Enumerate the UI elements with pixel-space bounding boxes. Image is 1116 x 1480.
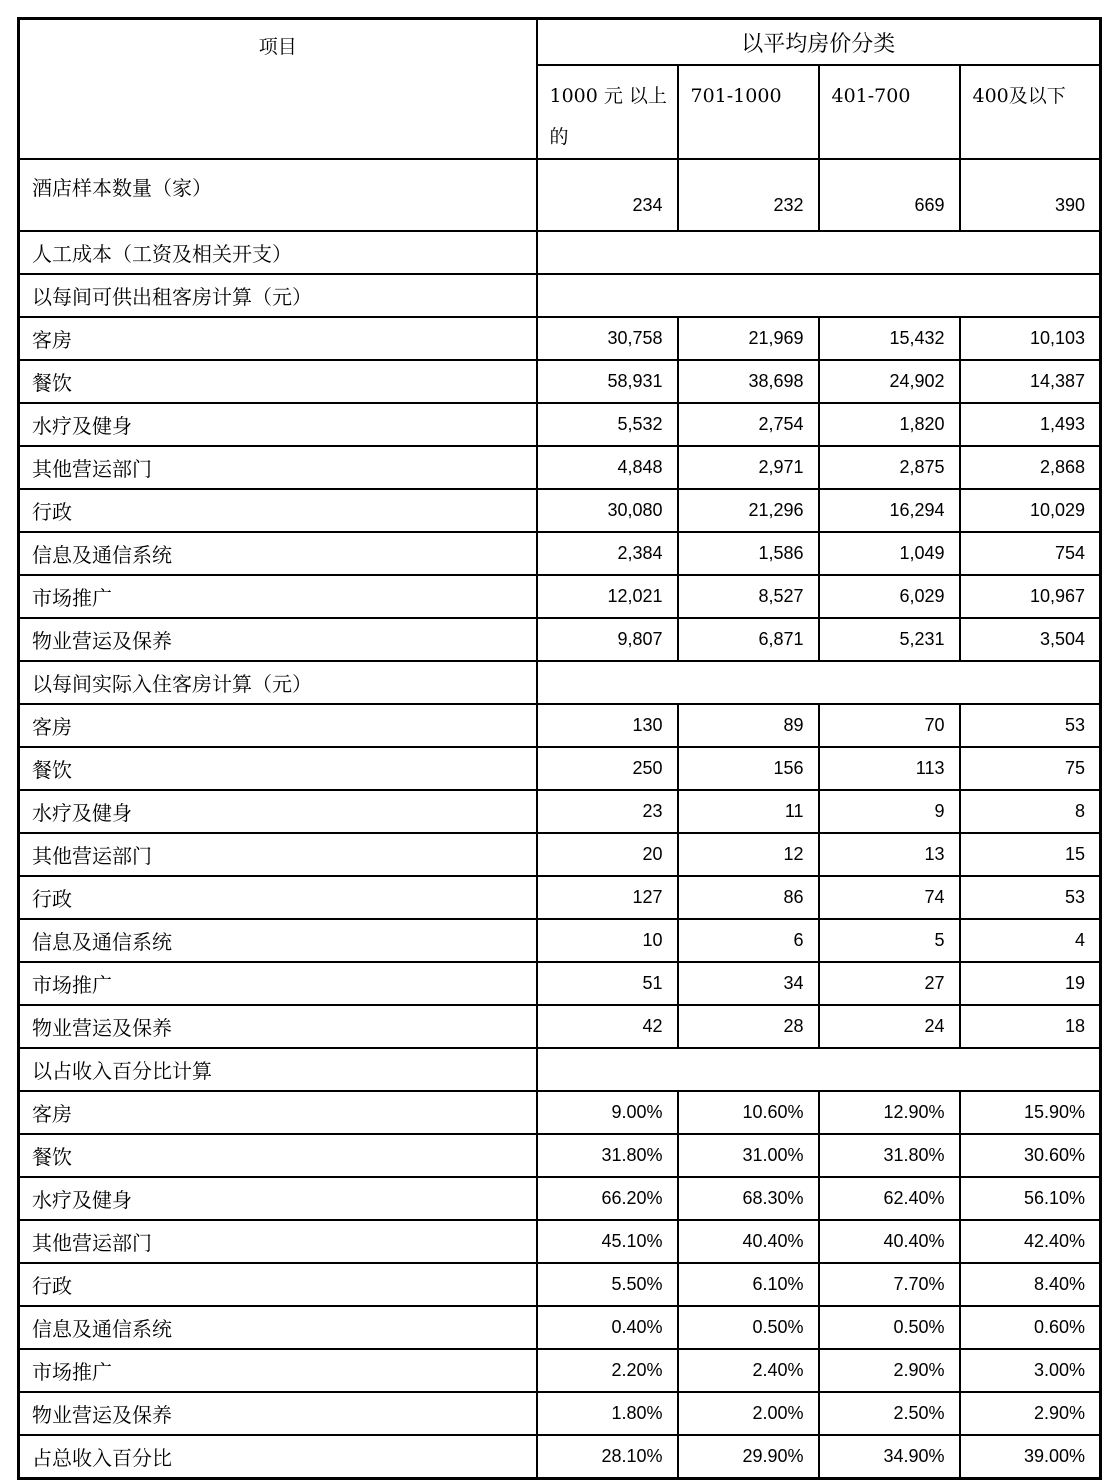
group-title: 以每间可供出租客房计算（元）	[19, 274, 537, 317]
table-row	[19, 833, 1101, 876]
cell-value: 40.40%	[678, 1220, 819, 1263]
cell-value: 53	[960, 704, 1101, 747]
cell-value: 6,871	[678, 618, 819, 661]
group-title: 以每间实际入住客房计算（元）	[19, 661, 537, 704]
cell-value: 29.90%	[678, 1435, 819, 1479]
group-title: 以占收入百分比计算	[19, 1048, 537, 1091]
cell-value: 2,971	[678, 446, 819, 489]
section-title-row	[19, 231, 1101, 274]
cell-value: 31.80%	[537, 1134, 678, 1177]
cell-value: 23	[537, 790, 678, 833]
row-label: 水疗及健身	[19, 403, 537, 446]
row-label: 信息及通信系统	[19, 1306, 537, 1349]
group-title-row	[19, 661, 1101, 704]
cell-value: 10,029	[960, 489, 1101, 532]
cell-value: 19	[960, 962, 1101, 1005]
row-label: 占总收入百分比	[19, 1435, 537, 1479]
column-header-400-below: 400及以下	[960, 65, 1101, 159]
row-label: 物业营运及保养	[19, 1392, 537, 1435]
table-row	[19, 790, 1101, 833]
table-row	[19, 876, 1101, 919]
cell-value: 11	[678, 790, 819, 833]
column-header-1000-plus: 1000 元 以上的	[537, 65, 678, 159]
cell-value: 21,969	[678, 317, 819, 360]
price-group-header: 以平均房价分类	[537, 19, 1101, 66]
row-label: 客房	[19, 704, 537, 747]
cell-value: 4	[960, 919, 1101, 962]
row-label: 水疗及健身	[19, 790, 537, 833]
cell-value: 2.20%	[537, 1349, 678, 1392]
cell-value: 2,868	[960, 446, 1101, 489]
cell-value: 5	[819, 919, 960, 962]
cell-value: 156	[678, 747, 819, 790]
cell-value: 34	[678, 962, 819, 1005]
table-row	[19, 1005, 1101, 1048]
cell-value: 12,021	[537, 575, 678, 618]
cell-value: 12.90%	[819, 1091, 960, 1134]
item-column-header: 项目	[19, 19, 537, 160]
cell-value: 42	[537, 1005, 678, 1048]
cell-value: 234	[537, 159, 678, 231]
cell-value: 14,387	[960, 360, 1101, 403]
table-row	[19, 446, 1101, 489]
table-row	[19, 1091, 1101, 1134]
table-row	[19, 532, 1101, 575]
cell-value: 42.40%	[960, 1220, 1101, 1263]
cell-value: 10,103	[960, 317, 1101, 360]
cell-value: 58,931	[537, 360, 678, 403]
cell-value: 1,586	[678, 532, 819, 575]
cell-value: 15.90%	[960, 1091, 1101, 1134]
cell-value: 56.10%	[960, 1177, 1101, 1220]
table-row	[19, 962, 1101, 1005]
table-row	[19, 1306, 1101, 1349]
table-row	[19, 704, 1101, 747]
cell-value: 27	[819, 962, 960, 1005]
row-label: 市场推广	[19, 962, 537, 1005]
cell-value: 0.50%	[819, 1306, 960, 1349]
cell-value: 232	[678, 159, 819, 231]
column-header-701-1000: 701-1000	[678, 65, 819, 159]
cell-value: 5.50%	[537, 1263, 678, 1306]
cell-value: 250	[537, 747, 678, 790]
sample-count-row	[19, 159, 1101, 231]
row-label: 客房	[19, 317, 537, 360]
row-label: 市场推广	[19, 1349, 537, 1392]
cell-value: 1,049	[819, 532, 960, 575]
table-row	[19, 919, 1101, 962]
cell-value: 40.40%	[819, 1220, 960, 1263]
cell-value: 30,080	[537, 489, 678, 532]
row-label: 物业营运及保养	[19, 618, 537, 661]
cell-value: 21,296	[678, 489, 819, 532]
cell-value: 6,029	[819, 575, 960, 618]
row-label: 餐饮	[19, 1134, 537, 1177]
cell-value: 6	[678, 919, 819, 962]
table-row	[19, 489, 1101, 532]
cell-value: 2.90%	[819, 1349, 960, 1392]
cell-value: 2,875	[819, 446, 960, 489]
cell-value: 39.00%	[960, 1435, 1101, 1479]
row-label: 酒店样本数量（家）	[19, 159, 537, 231]
cell-value: 0.50%	[678, 1306, 819, 1349]
cell-value: 15	[960, 833, 1101, 876]
cell-value: 5,532	[537, 403, 678, 446]
cell-value: 89	[678, 704, 819, 747]
cell-value: 12	[678, 833, 819, 876]
cell-value: 13	[819, 833, 960, 876]
empty-cell	[537, 274, 1101, 317]
row-label: 行政	[19, 1263, 537, 1306]
cell-value: 2,384	[537, 532, 678, 575]
row-label: 信息及通信系统	[19, 532, 537, 575]
table-row	[19, 1349, 1101, 1392]
cell-value: 0.40%	[537, 1306, 678, 1349]
cell-value: 2.40%	[678, 1349, 819, 1392]
cell-value: 2.90%	[960, 1392, 1101, 1435]
cell-value: 75	[960, 747, 1101, 790]
table-row	[19, 1220, 1101, 1263]
cell-value: 31.00%	[678, 1134, 819, 1177]
row-label: 其他营运部门	[19, 1220, 537, 1263]
cell-value: 28.10%	[537, 1435, 678, 1479]
table-row	[19, 317, 1101, 360]
row-label: 行政	[19, 876, 537, 919]
cell-value: 754	[960, 532, 1101, 575]
cell-value: 4,848	[537, 446, 678, 489]
cell-value: 24	[819, 1005, 960, 1048]
row-label: 餐饮	[19, 360, 537, 403]
row-label: 水疗及健身	[19, 1177, 537, 1220]
cell-value: 669	[819, 159, 960, 231]
cell-value: 45.10%	[537, 1220, 678, 1263]
cell-value: 16,294	[819, 489, 960, 532]
cell-value: 74	[819, 876, 960, 919]
empty-cell	[537, 661, 1101, 704]
empty-cell	[537, 1048, 1101, 1091]
row-label: 客房	[19, 1091, 537, 1134]
table-row	[19, 747, 1101, 790]
cell-value: 20	[537, 833, 678, 876]
row-label: 其他营运部门	[19, 446, 537, 489]
table-row	[19, 1392, 1101, 1435]
cell-value: 130	[537, 704, 678, 747]
table-row	[19, 575, 1101, 618]
cell-value: 2.00%	[678, 1392, 819, 1435]
cell-value: 8,527	[678, 575, 819, 618]
cell-value: 10	[537, 919, 678, 962]
row-label: 其他营运部门	[19, 833, 537, 876]
section-title: 人工成本（工资及相关开支）	[19, 231, 537, 274]
cell-value: 30.60%	[960, 1134, 1101, 1177]
cell-value: 2.50%	[819, 1392, 960, 1435]
group-title-row	[19, 1048, 1101, 1091]
cell-value: 66.20%	[537, 1177, 678, 1220]
cell-value: 2,754	[678, 403, 819, 446]
table-row	[19, 360, 1101, 403]
row-label: 物业营运及保养	[19, 1005, 537, 1048]
table-row	[19, 403, 1101, 446]
cell-value: 51	[537, 962, 678, 1005]
cell-value: 34.90%	[819, 1435, 960, 1479]
cell-value: 3,504	[960, 618, 1101, 661]
cell-value: 53	[960, 876, 1101, 919]
cell-value: 5,231	[819, 618, 960, 661]
cell-value: 10.60%	[678, 1091, 819, 1134]
cell-value: 0.60%	[960, 1306, 1101, 1349]
row-label: 餐饮	[19, 747, 537, 790]
cell-value: 113	[819, 747, 960, 790]
table-row	[19, 1263, 1101, 1306]
cell-value: 6.10%	[678, 1263, 819, 1306]
cell-value: 18	[960, 1005, 1101, 1048]
cell-value: 62.40%	[819, 1177, 960, 1220]
cell-value: 9.00%	[537, 1091, 678, 1134]
cell-value: 7.70%	[819, 1263, 960, 1306]
cell-value: 31.80%	[819, 1134, 960, 1177]
row-label: 信息及通信系统	[19, 919, 537, 962]
table-row	[19, 1177, 1101, 1220]
cell-value: 9	[819, 790, 960, 833]
row-label: 市场推广	[19, 575, 537, 618]
cell-value: 1.80%	[537, 1392, 678, 1435]
table-row	[19, 1134, 1101, 1177]
cell-value: 9,807	[537, 618, 678, 661]
cell-value: 30,758	[537, 317, 678, 360]
cell-value: 1,493	[960, 403, 1101, 446]
cell-value: 127	[537, 876, 678, 919]
empty-cell	[537, 231, 1101, 274]
cell-value: 15,432	[819, 317, 960, 360]
labor-cost-table	[17, 17, 1102, 1480]
cell-value: 24,902	[819, 360, 960, 403]
cell-value: 1,820	[819, 403, 960, 446]
cell-value: 10,967	[960, 575, 1101, 618]
row-label: 行政	[19, 489, 537, 532]
cell-value: 38,698	[678, 360, 819, 403]
column-header-401-700: 401-700	[819, 65, 960, 159]
cell-value: 390	[960, 159, 1101, 231]
header-row	[19, 19, 1101, 66]
cell-value: 86	[678, 876, 819, 919]
cell-value: 68.30%	[678, 1177, 819, 1220]
cell-value: 3.00%	[960, 1349, 1101, 1392]
cell-value: 70	[819, 704, 960, 747]
table-row	[19, 618, 1101, 661]
cell-value: 8	[960, 790, 1101, 833]
cell-value: 28	[678, 1005, 819, 1048]
table-row	[19, 1435, 1101, 1479]
group-title-row	[19, 274, 1101, 317]
cell-value: 8.40%	[960, 1263, 1101, 1306]
